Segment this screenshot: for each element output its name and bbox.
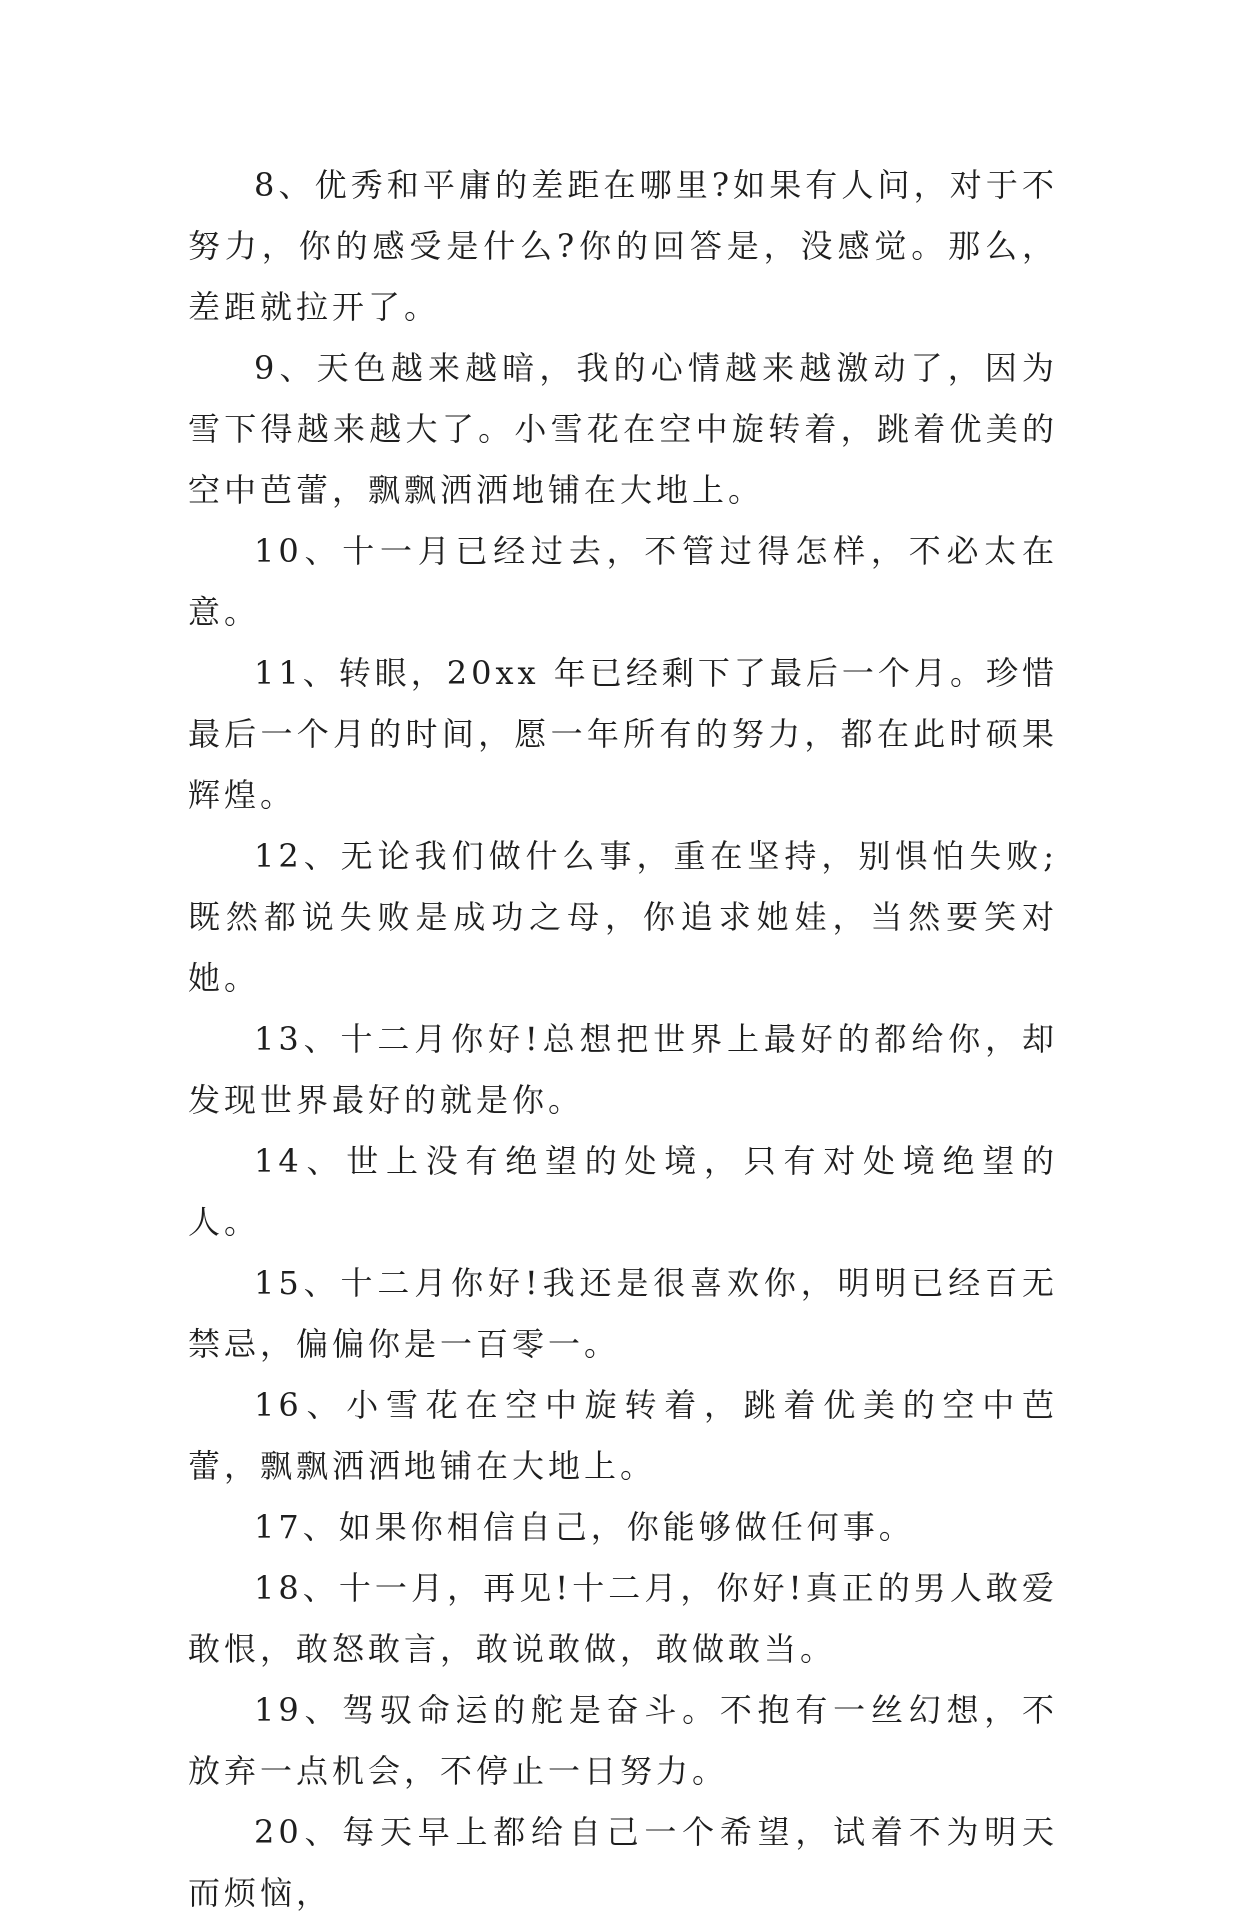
paragraph-20: 20、每天早上都给自己一个希望，试着不为明天而烦恼， [188,1813,1058,1912]
paragraph-12: 12、无论我们做什么事，重在坚持，别惧怕失败;既然都说失败是成功之母，你追求她娃，当然要笑对她。 [188,837,1058,997]
paragraph-15: 15、十二月你好!我还是很喜欢你，明明已经百无禁忌，偏偏你是一百零一。 [188,1264,1058,1363]
paragraph-10: 10、十一月已经过去，不管过得怎样，不必太在意。 [188,532,1058,631]
paragraph-18: 18、十一月，再见!十二月，你好!真正的男人敢爱敢恨，敢怒敢言，敢说敢做，敢做敢当。 [188,1569,1058,1668]
paragraph-11: 11、转眼，20xx 年已经剩下了最后一个月。珍惜最后一个月的时间，愿一年所有的努力，都在此时硕果辉煌。 [188,654,1058,814]
paragraph-19: 19、驾驭命运的舵是奋斗。不抱有一丝幻想，不放弃一点机会，不停止一日努力。 [188,1691,1058,1790]
paragraph-13: 13、十二月你好!总想把世界上最好的都给你，却发现世界最好的就是你。 [188,1020,1058,1119]
paragraph-8: 8、优秀和平庸的差距在哪里?如果有人问，对于不努力，你的感受是什么?你的回答是，没感觉。那么，差距就拉开了。 [188,166,1058,326]
paragraph-9: 9、天色越来越暗，我的心情越来越激动了，因为雪下得越来越大了。小雪花在空中旋转着，跳着优美的空中芭蕾，飘飘洒洒地铺在大地上。 [188,349,1058,509]
paragraph-17: 17、如果你相信自己，你能够做任何事。 [254,1508,915,1546]
paragraph-14: 14、世上没有绝望的处境，只有对处境绝望的人。 [188,1142,1058,1241]
document-body [188,155,1058,1924]
paragraph-16: 16、小雪花在空中旋转着，跳着优美的空中芭蕾，飘飘洒洒地铺在大地上。 [188,1386,1058,1485]
